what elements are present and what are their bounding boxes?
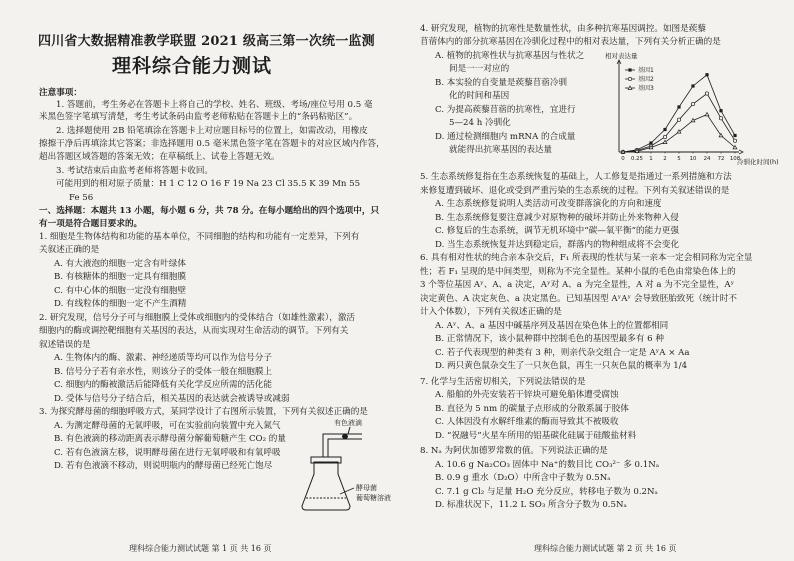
notice-line: 1. 答题前，考生务必在答题卡上将自己的学校、姓名、班级、考场/座位号用 0.5 毫 bbox=[56, 100, 373, 110]
x-axis-label: 冷驯化时间(h) bbox=[737, 158, 779, 166]
legend-marker bbox=[628, 68, 631, 71]
option-a: A. 为测定酵母菌的无氧呼吸，可在实验前向装置中充入氮气 bbox=[54, 421, 281, 431]
x-tick-label: 0 bbox=[621, 156, 625, 162]
yeast-label: 酵母菌 bbox=[356, 484, 377, 492]
data-point bbox=[733, 139, 736, 142]
question-stem: 6. 具有相对性状的纯合亲本杂交后，F₁ 所表现的性状与某一亲本一定会相同称为完全显 bbox=[420, 253, 753, 263]
data-point bbox=[705, 113, 709, 116]
option-c: C. 人体因没有水解纤维素的酶而导致其不被吸收 bbox=[435, 417, 619, 427]
option-a: A. 生态系统修复说明人类活动可改变群落演化的方向和速度 bbox=[435, 199, 662, 209]
option-b: B. 0.9 g 重水（D₂O）中所含中子数为 0.5Nₐ bbox=[435, 473, 611, 483]
series-line-2 bbox=[623, 94, 735, 153]
option-b: B. 本实验的自变量是蒺藜苜蓿冷驯 bbox=[435, 78, 568, 88]
x-axis-arrow bbox=[739, 150, 743, 154]
option-c: C. 为提高蒺藜苜蓿的抗寒性，宜进行 bbox=[435, 105, 576, 115]
x-tick-label: 24 bbox=[703, 156, 711, 162]
notice-line: 超出答题区域答题的答案无效；在草稿纸上、试卷上答题无效。 bbox=[39, 152, 280, 162]
option-a: A. 植物的抗寒性状与抗寒基因与性状之 bbox=[435, 51, 585, 61]
section-heading: 一、选择题：本题共 13 小题，每小题 6 分，共 78 分。在每小题给出的四个选项中，只 bbox=[39, 206, 380, 216]
x-tick-label: 10 bbox=[689, 156, 697, 162]
legend-label: 基因2 bbox=[638, 76, 654, 83]
option-b: B. 有色液滴的移动距离表示酵母菌分解葡萄糖产生 CO₂ 的量 bbox=[54, 434, 286, 444]
question-stem: 决定黄色、A 决定灰色、a 决定黑色。已知基因型 AʸAʸ 会导致胚胎致死（统计时不 bbox=[420, 294, 737, 304]
y-axis-label: 相对表达量 bbox=[605, 52, 638, 60]
option-c: C. 7.1 g Cl₂ 与足量 H₂O 充分反应，转移电子数为 0.2Nₐ bbox=[435, 487, 658, 497]
option-d-cont: 就能得出抗寒基因的表达量 bbox=[449, 145, 553, 155]
option-c: C. 细胞内的酶被激活后能降低有关化学反应所需的活化能 bbox=[54, 380, 272, 390]
droplet-label: 有色液滴 bbox=[334, 419, 362, 427]
x-tick-label: 2 bbox=[663, 156, 667, 162]
x-tick-label: 5 bbox=[677, 156, 681, 162]
option-b-cont: 化的时间和基因 bbox=[449, 91, 510, 101]
atomic-mass-line: 可能用到的相对原子质量：H 1 C 12 O 16 F 19 Na 23 Cl 35.5 K 39 Mn 55 bbox=[56, 179, 361, 189]
question-stem: 3 个等位基因 Aʸ、A、a 决定，Aʸ对 A、a 为完全显性，A 对 a 为不完全显性，Aʸ bbox=[420, 280, 735, 290]
notice-line: 米黑色签字笔填写清楚，考生考试条码由监考老师粘贴在答题卡上的“条码粘贴区”。 bbox=[39, 112, 358, 122]
data-point bbox=[691, 119, 695, 122]
option-d: D. 当生态系统恢复并达到稳定后，群落内的物种组成将不会变化 bbox=[435, 240, 680, 250]
option-d: D. 有线粒体的细胞一定不产生酒精 bbox=[54, 299, 187, 309]
notice-heading: 注意事项： bbox=[39, 88, 82, 98]
option-d: D. 若有色液滴不移动，则说明瓶内的酵母菌已经死亡饱尽 bbox=[54, 461, 273, 471]
question-stem: 细胞内的酶或调控靶细胞有关基因的表达，从而实现对生命活动的调节。下列有关 bbox=[39, 326, 349, 336]
legend-marker bbox=[628, 86, 632, 89]
page-footer: 理科综合能力测试试题 第 1 页 共 16 页 bbox=[129, 544, 272, 553]
x-tick-label: 0.25 bbox=[630, 156, 644, 162]
exam-subtitle: 理科综合能力测试 bbox=[112, 55, 273, 77]
atomic-mass-line: Fe 56 bbox=[69, 193, 94, 203]
question-stem: 关叙述正确的是 bbox=[39, 245, 100, 255]
notice-line: 2. 选择题使用 2B 铅笔填涂在答题卡上对应题目标号的位置上，如需改动，用橡皮 bbox=[56, 126, 368, 136]
option-b: B. 信号分子若有亲水性，则该分子的受体一般在细胞膜上 bbox=[54, 367, 273, 377]
data-point bbox=[691, 84, 694, 87]
option-a-cont: 间是一一对应的 bbox=[449, 64, 510, 74]
option-d: D. 标准状况下，11.2 L SO₃ 所含分子数为 0.5Nₐ bbox=[435, 500, 627, 510]
question-stem: 4. 研究发现，植物的抗寒性是数量性状，由多种抗寒基因调控。如图是蒺藜 bbox=[420, 24, 706, 34]
data-point bbox=[663, 128, 666, 131]
flask bbox=[302, 462, 350, 510]
option-c: C. 若有色液滴左移，说明酵母菌在进行无氧呼吸和有氧呼吸 bbox=[54, 448, 281, 458]
option-c-cont: 5—24 h 冷驯化 bbox=[449, 118, 511, 128]
question-stem: 7. 化学与生活密切相关，下列说法错误的是 bbox=[420, 377, 586, 387]
question-stem: 1. 细胞是生物体结构和功能的基本单位，不同细胞的结构和功能有一定差异，下列有 bbox=[39, 232, 360, 242]
question-stem: 计入个体数），下列有关叙述正确的是 bbox=[420, 307, 562, 317]
data-point bbox=[719, 109, 722, 112]
data-point bbox=[691, 102, 694, 105]
option-a: A. 生物体内的酶、激素、神经递质等均可以作为信号分子 bbox=[54, 353, 272, 363]
data-point bbox=[719, 117, 722, 120]
glucose-label: 葡萄糖溶液 bbox=[356, 494, 391, 502]
x-tick-label: 1 bbox=[649, 156, 653, 162]
data-point bbox=[663, 140, 667, 143]
section-heading: 有一项是符合题目要求的。 bbox=[39, 219, 143, 229]
option-a: A. 10.6 g Na₂CO₃ 固体中 Na⁺的数目比 CO₃²⁻ 多 0.1Nₐ bbox=[435, 460, 660, 470]
question-stem: 叙述错误的是 bbox=[39, 340, 91, 350]
option-c: C. 修复后的生态系统，调节无机环境中“碳—氧平衡”的能力更强 bbox=[435, 226, 679, 236]
data-point bbox=[663, 135, 666, 138]
option-b: B. 有核糖体的细胞一定具有细胞膜 bbox=[54, 272, 187, 282]
page-right bbox=[397, 0, 794, 561]
question-stem: 8. Nₐ 为阿伏加德罗常数的值。下列说法正确的是 bbox=[420, 446, 608, 456]
option-a: A. 船舶的外壳安装若干锌块可避免船体遭受腐蚀 bbox=[435, 390, 619, 400]
data-point bbox=[705, 73, 708, 76]
option-a: A. 有大液泡的细胞一定含有叶绿体 bbox=[54, 259, 186, 269]
notice-line: 擦擦干净后再填涂其它答案；非选择题用 0.5 毫米黑色签字笔在答题卡的对应区域内作答， bbox=[39, 139, 385, 149]
page-footer: 理科综合能力测试试题 第 2 页 共 16 页 bbox=[534, 544, 677, 553]
option-d: D. 通过检测细胞内 mRNA 的合成量 bbox=[435, 132, 576, 142]
x-tick-label: 108 bbox=[729, 156, 741, 162]
question-stem: 2. 研究发现，信号分子可与细胞膜上受体或细胞内的受体结合（如雄性激素），激活 bbox=[39, 313, 356, 323]
drop-pointer bbox=[348, 427, 350, 434]
question-stem: 3. 为探究酵母菌的细胞呼吸方式，某同学设计了右图所示装置，下列有关叙述正确的是 bbox=[39, 407, 368, 417]
question-stem: 来修复遭到破坏、退化或受到严重污染的生态系统的过程。下列有关叙述错误的是 bbox=[420, 186, 730, 196]
option-c: C. 有中心体的细胞一定没有细胞壁 bbox=[54, 286, 187, 296]
legend-label: 基因1 bbox=[638, 67, 654, 74]
option-d: D. “祝融号”火星车所用的铝基碳化硅属于硅酸盐材料 bbox=[435, 431, 637, 441]
notice-line: 3. 考试结束后由监考老师将答题卡收回。 bbox=[56, 166, 214, 176]
data-point bbox=[705, 92, 708, 95]
option-d: D. 受体与信号分子结合后，相关基因的表达就会被诱导或减弱 bbox=[54, 394, 290, 404]
colored-droplet bbox=[342, 434, 348, 439]
option-c: C. 若子代表现型的种类有 3 种，则亲代杂交组合一定是 AʸA × Aa bbox=[435, 348, 690, 358]
yeast-apparatus-diagram bbox=[300, 418, 391, 518]
legend-label: 基因3 bbox=[638, 85, 654, 92]
question-stem: 苜蓿体内的部分抗寒基因在冷驯化过程中的相对表达量，下列有关分析正确的是 bbox=[420, 37, 721, 47]
question-stem: 5. 生态系统修复指在生态系统恢复的基础上，人工修复是指通过一系列措施和方法 bbox=[420, 172, 732, 182]
gene-expression-chart bbox=[605, 48, 785, 168]
data-point bbox=[677, 105, 680, 108]
option-d: D. 两只黄色鼠杂交生了一只灰色鼠，再生一只灰色鼠的概率为 1/4 bbox=[435, 361, 688, 371]
option-b: B. 直径为 5 nm 的碳量子点形成的分散系属于胶体 bbox=[435, 404, 629, 414]
option-a: A. Aʸ、A、a 基因中碱基序列及基因在染色体上的位置都相同 bbox=[435, 321, 669, 331]
data-point bbox=[677, 118, 680, 121]
x-tick-label: 72 bbox=[717, 156, 725, 162]
option-b: B. 正常情况下，该小鼠种群中控制毛色的基因型最多有 6 种 bbox=[435, 334, 664, 344]
exam-title: 四川省大数据精准教学联盟 2021 级高三第一次统一监测 bbox=[38, 34, 375, 49]
glass-tube bbox=[328, 439, 362, 457]
question-stem: 性；若 F₁ 呈现的是中间类型，则称为不完全显性。某种小鼠的毛色由常染色体上的 bbox=[420, 267, 736, 277]
data-point bbox=[733, 134, 736, 137]
option-b: B. 生态系统修复要注意减少对原物种的破坏并防止外来物种入侵 bbox=[435, 213, 679, 223]
legend-marker bbox=[628, 77, 631, 80]
